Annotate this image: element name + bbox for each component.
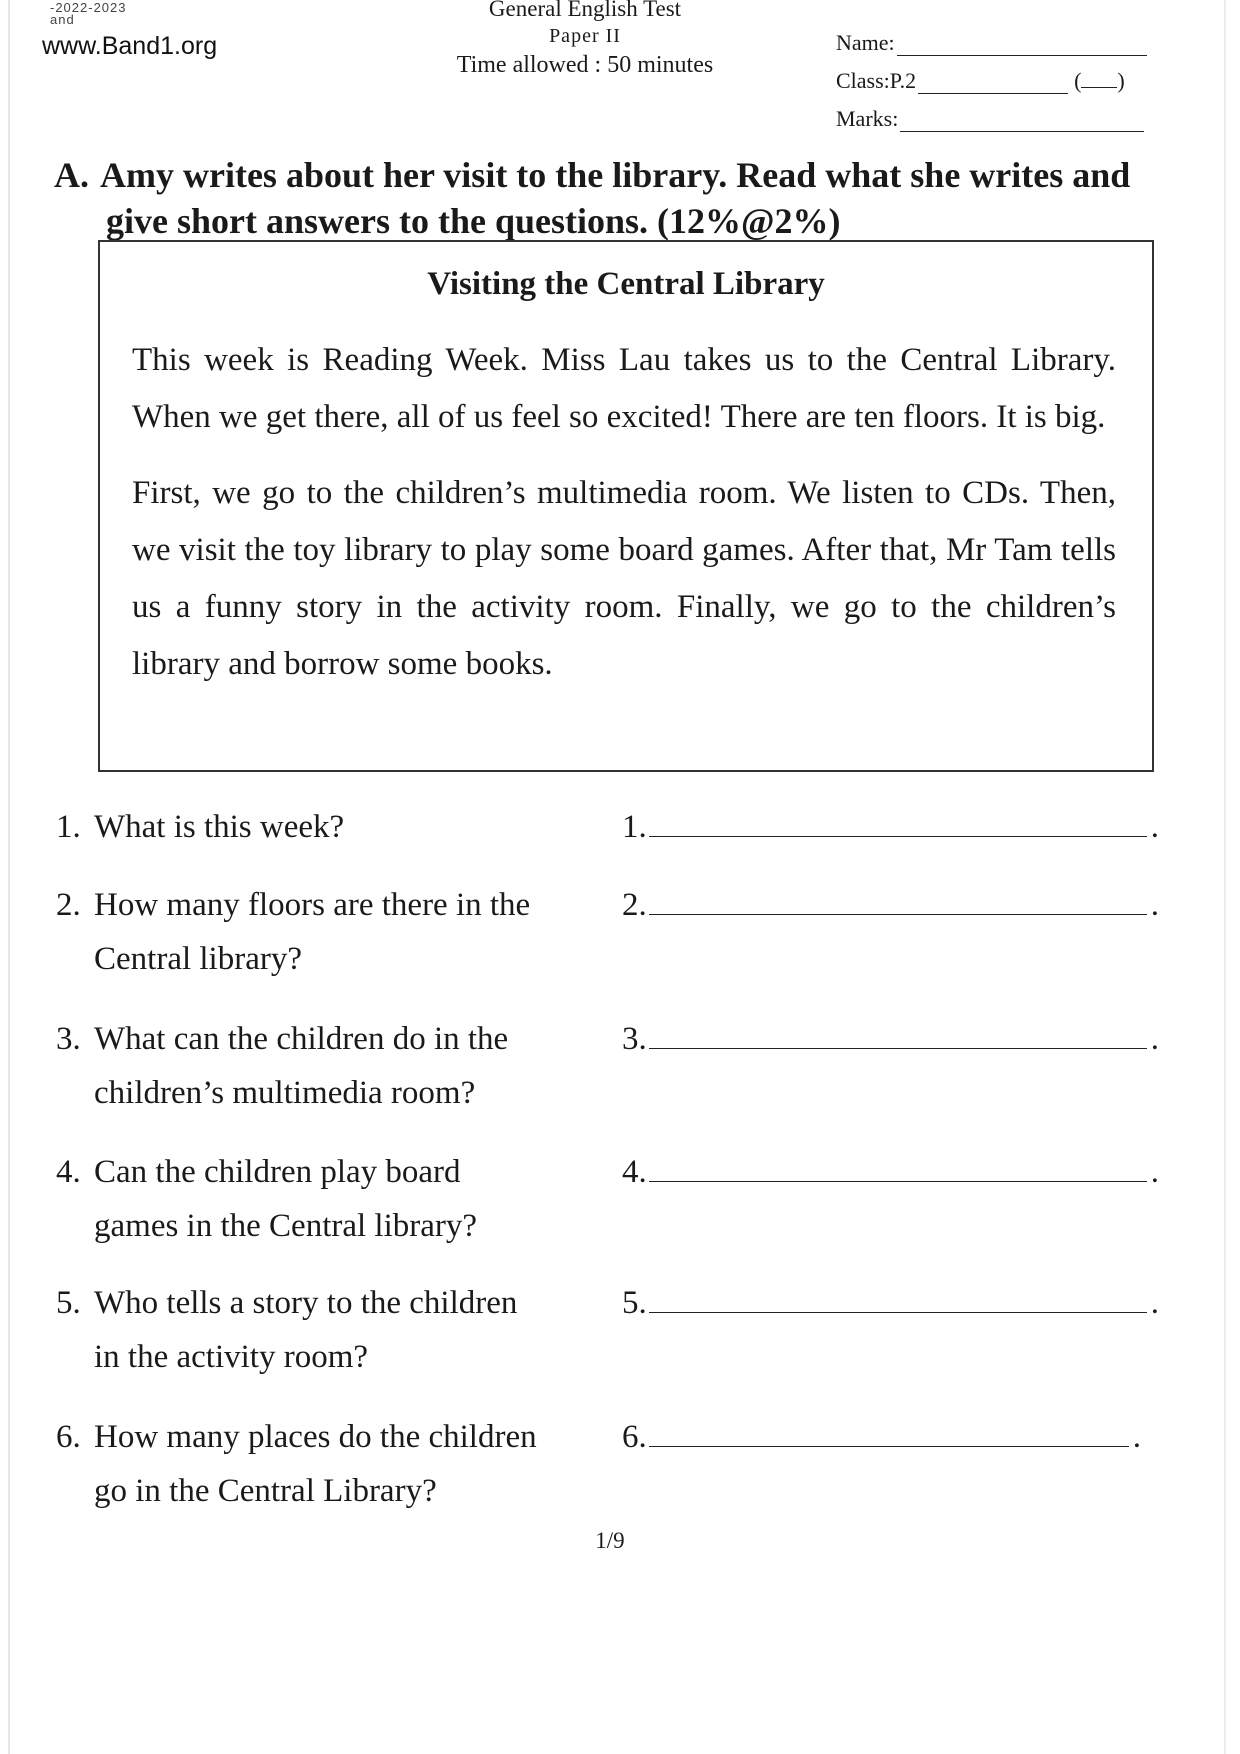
marks-field[interactable] [836,94,1156,132]
answer-slot-3[interactable] [622,1012,1222,1066]
class-number-blank[interactable] [1081,87,1117,88]
passage-title: Visiting the Central Library [427,266,825,302]
cropped-school-year: -2022-2023 and [50,0,127,27]
answer-period: . [1150,1154,1159,1190]
question-number: 1. [56,809,81,845]
answer-number: 1. [622,809,647,845]
answer-period: . [1132,1419,1141,1455]
name-label: Name: [836,30,895,55]
section-a-instructions [54,152,1174,244]
class-number-slot[interactable]: ( ) [1074,68,1125,93]
question-text: 6. How many places do the children go in the Central Library? [56,1410,616,1518]
student-info-fields [836,18,1156,132]
answer-blank-5[interactable] [649,1276,1147,1313]
question-number: 4. [56,1154,81,1190]
paper-label: Paper II [549,25,621,47]
answer-slot-1[interactable] [622,800,1222,854]
answer-number: 6. [622,1419,647,1455]
reading-passage-box [98,240,1154,772]
answer-number: 4. [622,1154,647,1190]
question-text: 1. What is this week? [56,800,616,854]
answer-period: . [1150,1021,1159,1057]
answer-period: . [1150,809,1159,845]
answer-slot-5[interactable] [622,1276,1222,1330]
time-allowed: Time allowed : 50 minutes [456,52,714,78]
class-field[interactable] [836,56,1156,94]
question-text: 2. How many floors are there in the Central library? [56,878,616,986]
name-blank[interactable] [897,33,1147,56]
question-number: 3. [56,1021,81,1057]
marks-label: Marks: [836,106,899,131]
answer-blank-6[interactable] [649,1410,1129,1447]
instruction-line-2: give short answers to the questions. (12%@2%) [106,201,841,241]
answer-slot-2[interactable] [622,878,1222,932]
answer-number: 2. [622,887,647,923]
answer-blank-1[interactable] [649,800,1147,837]
answer-blank-4[interactable] [649,1145,1147,1182]
answer-blank-3[interactable] [649,1012,1147,1049]
section-letter: A. [54,155,89,195]
answer-slot-4[interactable] [622,1145,1222,1199]
question-number: 2. [56,887,81,923]
answer-blank-2[interactable] [649,878,1147,915]
answer-number: 3. [622,1021,647,1057]
question-text: 4. Can the children play board games in the Central library? [56,1145,616,1253]
scan-edge-right [1224,0,1226,1754]
passage-paragraph-1: This week is Reading Week. Miss Lau takes us to the Central Library. When we get there, all of us feel so excited! There are ten floors. It is big. [132,342,1116,435]
answer-number: 5. [622,1285,647,1321]
test-header [420,0,750,80]
page-number: 1/9 [595,1528,625,1553]
test-title: General English Test [488,0,682,21]
question-text: 3. What can the children do in the children’s multimedia room? [56,1012,616,1120]
instruction-line-1: Amy writes about her visit to the library. Read what she writes and [100,155,1131,195]
answer-period: . [1150,1285,1159,1321]
answer-slot-6[interactable] [622,1410,1222,1464]
answer-period: . [1150,887,1159,923]
site-watermark: www.Band1.org [42,32,218,60]
passage-paragraph-2: First, we go to the children’s multimedia room. We listen to CDs. Then, we visit the toy library to play some board games. After that, Mr Tam tells us a funny story in the activity room. Finally, we go to the children’s library and borrow some books. [132,475,1116,682]
question-text: 5. Who tells a story to the children in the activity room? [56,1276,616,1384]
marks-blank[interactable] [900,109,1144,132]
class-blank[interactable] [918,71,1068,94]
class-label: Class:P.2 [836,68,917,93]
scan-edge-left [8,0,10,1754]
question-number: 6. [56,1419,81,1455]
question-number: 5. [56,1285,81,1321]
name-field[interactable] [836,18,1156,56]
